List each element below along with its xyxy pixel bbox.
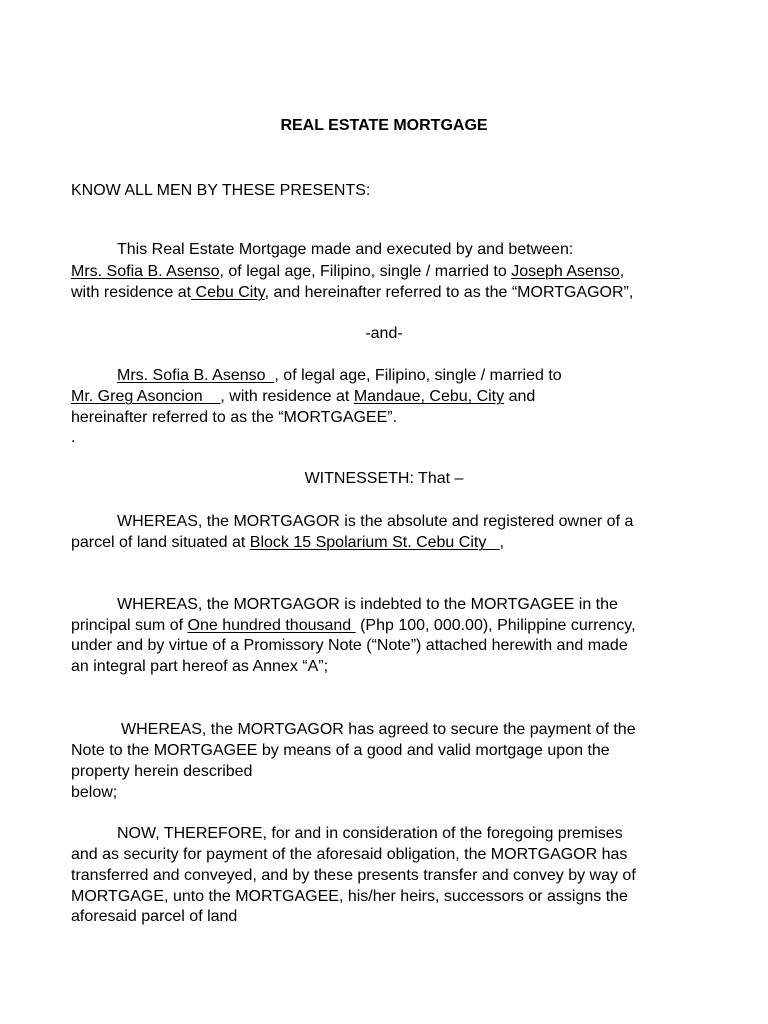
mortgagee-spouse: Mr. Greg Asoncion [71,388,221,405]
now-line-4: MORTGAGE, unto the MORTGAGEE, his/her heirs, successors or assigns the [71,888,628,905]
w3-line-2: Note to the MORTGAGEE by means of a good and valid mortgage upon the [71,742,610,759]
p1-line-2-end: , [619,263,625,280]
now-line-3: transferred and conveyed, and by these presents transfer and convey by way of [71,867,636,884]
w2-line-4: an integral part hereof as Annex “A”; [71,658,329,675]
mortgagor-name: Mrs. Sofia B. Asenso [71,263,220,280]
now-line-2: and as security for payment of the aforesaid obligation, the MORTGAGOR has [71,846,628,863]
p1-line-2-mid: , of legal age, Filipino, single / married to [219,263,512,280]
p2-line-1-end: , of legal age, Filipino, single / married to [274,367,562,384]
mortgagor-residence: Cebu City [191,284,265,301]
principal-amount-words: One hundred thousand [187,617,356,634]
p1-line-1: This Real Estate Mortgage made and executed by and between: [117,241,574,258]
w2-line-1: WHEREAS, the MORTGAGOR is indebted to the MORTGAGEE in the [117,596,618,613]
now-line-5: aforesaid parcel of land [71,908,238,925]
w2-line-2 [71,616,636,636]
p1-line-3-end: , and hereinafter referred to as the “MORTGAGOR”, [264,284,634,301]
w3-line-3: property herein described [71,763,253,780]
p2-line-3: hereinafter referred to as the “MORTGAGEE”. [71,409,398,426]
intro-line: KNOW ALL MEN BY THESE PRESENTS: [71,182,371,199]
p2-line-2-mid: , with residence at [220,388,354,405]
p1-line-3 [71,283,633,303]
now-line-1: NOW, THEREFORE, for and in consideration of the foregoing premises [117,825,623,842]
mortgagor-spouse: Joseph Asenso [511,263,620,280]
p2-line-2 [71,387,535,407]
and-separator: -and- [365,325,403,342]
w3-line-1: WHEREAS, the MORTGAGOR has agreed to secure the payment of the [121,721,636,738]
property-location: Block 15 Spolarium St. Cebu City [249,534,500,551]
w1-line-2-start: parcel of land situated at [71,534,250,551]
w2-line-2-end: (Php 100, 000.00), Philippine currency, [355,617,636,634]
mortgagee-residence: Mandaue, Cebu, City [353,388,505,405]
w1-line-1: WHEREAS, the MORTGAGOR is the absolute and registered owner of a [117,513,634,530]
w1-line-2 [71,533,504,553]
w3-line-4: below; [71,784,118,801]
w2-line-3: under and by virtue of a Promissory Note (“Note”) attached herewith and made [71,637,628,654]
p2-dot: . [71,429,76,446]
w2-line-2-start: principal sum of [71,617,188,634]
p2-line-2-end: and [504,388,536,405]
p1-line-2 [71,262,624,282]
p2-line-1 [117,366,562,386]
witnesseth-heading: WITNESSETH: That – [304,470,464,487]
p1-line-3-start: with residence at [71,284,192,301]
w1-line-2-end: , [499,534,505,551]
document-title: REAL ESTATE MORTGAGE [280,117,488,134]
mortgagee-name: Mrs. Sofia B. Asenso [117,367,275,384]
